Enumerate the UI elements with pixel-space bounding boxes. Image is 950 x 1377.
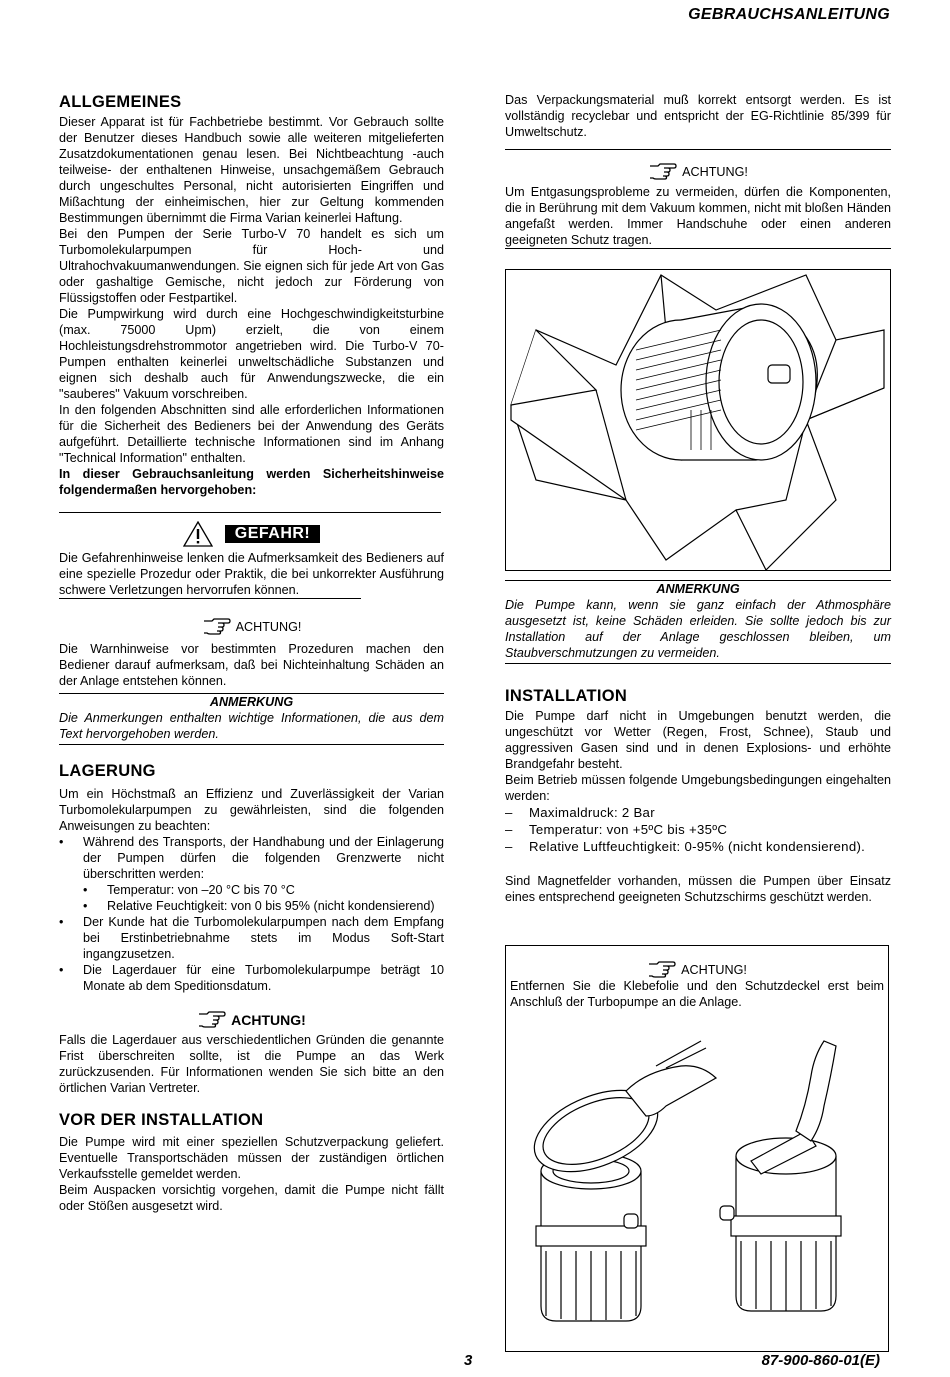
sub-list-item: • Temperatur: von –20 °C bis 70 °C [83,882,444,898]
anmerkung-text: Die Pumpe kann, wenn sie ganz einfach der Athmosphäre ausgesetzt ist, keine Schäden erleiden. Sie sollte jedoch bis zur Installation auf der Anlage geschlossen bleiben, um Staubverschmutzungen zu vermeiden. [505,598,891,660]
list-item: • Der Kunde hat die Turbomolekularpumpen nach dem Empfang bei Erstinbetriebnahme stets im Modus Soft-Start ingangzusetzen. [59,914,444,962]
conditions-list [505,804,891,855]
packaging-text: Das Verpackungsmaterial muß korrekt entsorgt werden. Es ist vollständig recyclebar und entspricht der EG-Richtlinie 85/399 für Umweltschutz. [505,93,891,139]
anmerkung-label: ANMERKUNG [209,695,294,709]
achtung-label: ACHTUNG! [231,1012,306,1028]
paragraph: Beim Betrieb müssen folgende Umgebungsbedingungen eingehalten werden: [505,773,891,803]
paragraph: Die Pumpwirkung wird durch eine Hochgeschwindigkeitsturbine (max. 75000 Upm) erzielt, die von einem Hochleistungsdrehstrommotor angetrieben wird. Die Turbo-V 70-Pumpen enthalten keinerlei unweltschädliche Substanzen und eignen sich deshalb auch für Anwendungszwecke, die ein "sauberes" Vakuum vorschreiben. [59,307,444,401]
paragraph: Bei den Pumpen der Serie Turbo-V 70 handelt es sich um Turbomolekularpumpen für Hoch- und Ultrahochvakuumanwendungen. Sie eignen sich für jede Art von Gas oder gashaltige Gemische, nicht jedoch zur Förderung von Flüssigstoffen oder Festpartikel. [59,227,444,305]
condition-item: – Temperatur: von +5ºC bis +35ºC [505,821,891,838]
pointing-hand-icon [202,615,232,635]
pointing-hand-icon [648,160,678,180]
list-item-text: Während des Transports, der Handhabung und der Einlagerung der Pumpen dürfen die folgenden Grenzwerte nicht überschritten werden: [83,835,444,881]
anmerkung-label: ANMERKUNG [656,582,740,596]
pump-packaging-figure [505,269,891,571]
paragraph: Die Pumpe darf nicht in Umgebungen benutzt werden, die ungeschützt vor Wetter (Regen, Frost, Schnee), Staub und aggressiven Gasen sind und in denen Explosions- und erhöhte Brandgefahr besteht. [505,709,891,771]
pointing-hand-icon [647,958,677,978]
achtung-header [505,160,891,180]
list-item: • Die Lagerdauer für eine Turbomolekularpumpe beträgt 10 Monate ab dem Speditionsdatum. [59,962,444,994]
achtung-text: Falls die Lagerdauer aus verschiedentlichen Gründen die genannte Frist überschreiten sollte, ist die Pumpe an das Werk zurückzusenden. Für Informationen wenden Sie sich bitte an den örtlichen Varian Vertreter. [59,1033,444,1095]
document-number: 87-900-860-01(E) [761,1352,880,1369]
cover-removal-illustration [506,1036,886,1336]
right-column [505,92,891,1352]
achtung-text: Die Warnhinweise vor bestimmten Prozeduren machen den Bediener darauf aufmerksam, daß bei Nichteinhaltung Schäden an der Anlage entstehen können. [59,642,444,688]
achtung-header [59,1008,444,1028]
sub-list-item: • Relative Feuchtigkeit: von 0 bis 95% (nicht kondensierend) [83,898,444,914]
gefahr-text: Die Gefahrenhinweise lenken die Aufmerksamkeit des Bedieners auf eine spezielle Prozedur oder Praktik, die bei unkorrekter Ausführung schwere Verletzungen hervorrufen können. [59,551,444,597]
paragraph: Beim Auspacken vorsichtig vorgehen, damit die Pumpe nicht fällt oder Stößen ausgesetzt wird. [59,1183,444,1213]
achtung-label: ACHTUNG! [681,963,747,977]
achtung-header [59,615,444,635]
section-heading-vor-der-installation: VOR DER INSTALLATION [59,1111,264,1129]
section-heading-installation: INSTALLATION [505,687,628,705]
magnet-text: Sind Magnetfelder vorhanden, müssen die Pumpen über Einsatz eines entsprechend geeigneten Schutzschirms geschützt werden. [505,874,891,904]
warning-triangle-icon [183,521,213,547]
bold-note: In dieser Gebrauchsanleitung werden Sicherheitshinweise folgendermaßen hervorgehoben: [59,467,444,497]
condition-item: – Maximaldruck: 2 Bar [505,804,891,821]
list-item [59,834,444,914]
achtung-text: Um Entgasungsprobleme zu vermeiden, dürfen die Komponenten, die in Berührung mit dem Vakuum kommen, nicht mit bloßen Händen angefaßt werden. Immer Handschuhe oder einen anderen geeigneten Schutz tragen. [505,185,891,247]
left-column [59,90,444,1214]
achtung-text: Entfernen Sie die Klebefolie und den Schutzdeckel erst beim Anschluß der Turbopumpe an die Anlage. [510,979,884,1009]
section-heading-lagerung: LAGERUNG [59,762,156,780]
gefahr-header [59,521,444,547]
paragraph: Die Pumpe wird mit einer speziellen Schutzverpackung geliefert. Eventuelle Transportschäden müssen der zuständigen örtlichen Verkaufsstelle gemeldet werden. [59,1135,444,1181]
page-header-title: GEBRAUCHSANLEITUNG [688,6,890,23]
section-heading-allgemeines: ALLGEMEINES [59,93,182,111]
achtung-header [506,958,888,978]
pointing-hand-icon [197,1008,227,1028]
achtung-label: ACHTUNG! [235,620,302,634]
condition-item: – Relative Luftfeuchtigkeit: 0-95% (nicht kondensierend). [505,838,891,855]
achtung-box [505,945,889,1352]
lagerung-intro: Um ein Höchstmaß an Effizienz und Zuverlässigkeit der Varian Turbomolekularpumpen zu gewährleisten, sind die folgenden Anweisungen zu beachten: [59,787,444,833]
gefahr-badge: GEFAHR! [225,525,321,543]
paragraph: In den folgenden Abschnitten sind alle erforderlichen Informationen für die Sicherheit des Bedieners bei der Anwendung des Geräts aufgeführt. Detaillierte technische Informationen sind im Anhang "Technical Information" enthalten. [59,403,444,465]
anmerkung-text: Die Anmerkungen enthalten wichtige Informationen, die aus dem Text hervorgehoben werden. [59,711,444,741]
achtung-label: ACHTUNG! [682,165,748,179]
sub-list [83,882,444,914]
paragraph: Dieser Apparat ist für Fachbetriebe bestimmt. Vor Gebrauch sollte der Benutzer dieses Handbuch sowie alle weiteren mitgelieferten Zusatzdokumentationen genau lesen. Bei Nichtbeachtung -auch teilweise- der enthaltenen Hinweise, unsachgemäßem Gebrauch durch ungeschultes Personal, nicht autorisierten Eingriffen und Mißachtung der einheimischen, hier zur Geltung kommenden Bestimmungen übernimmt die Firma Varian keinerlei Haftung. [59,115,444,225]
page-number: 3 [464,1352,473,1369]
lagerung-list [59,834,444,994]
pump-in-foam-illustration [506,270,890,570]
